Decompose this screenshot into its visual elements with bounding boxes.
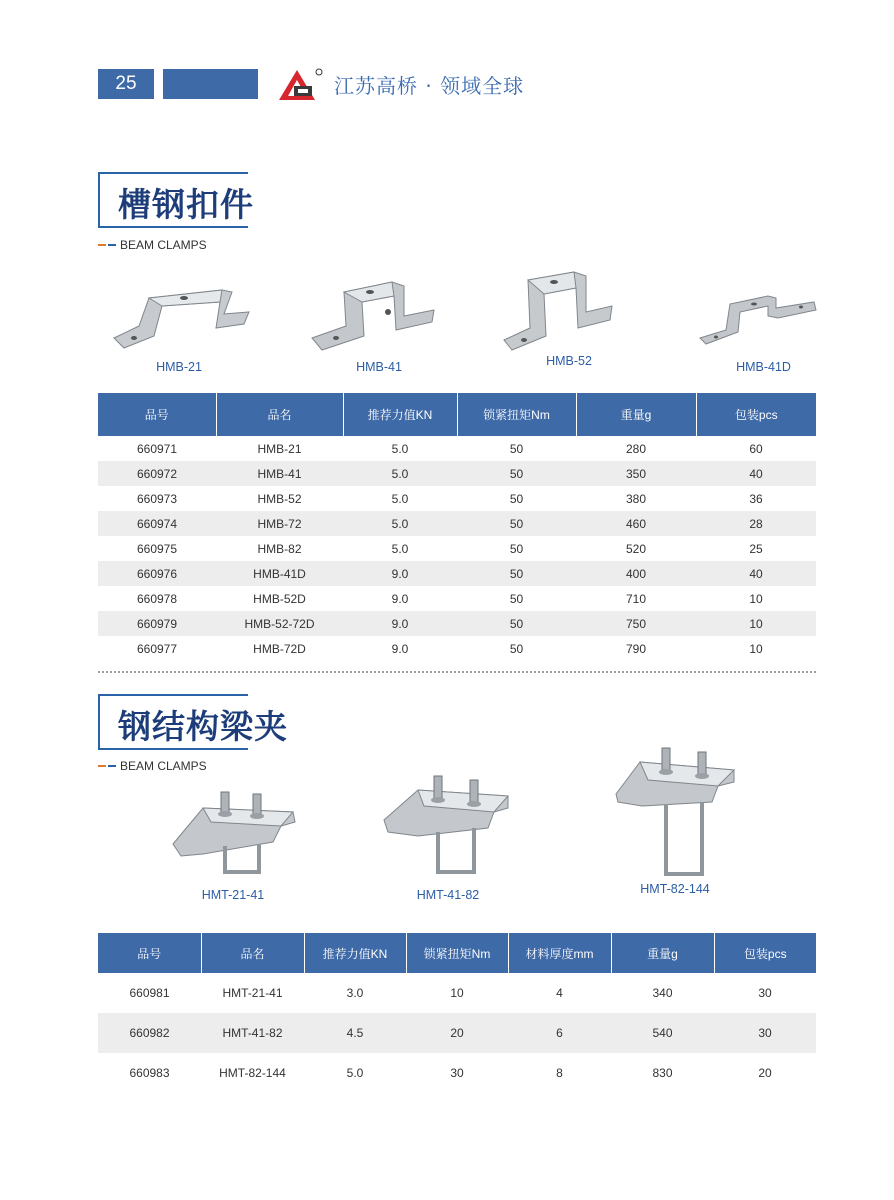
section-divider bbox=[98, 671, 816, 673]
table-row bbox=[98, 586, 816, 611]
table-cell: 830 bbox=[652, 1066, 673, 1080]
table-cell: 6 bbox=[508, 1013, 611, 1053]
table-cell: 10 bbox=[749, 641, 763, 656]
column-header: 锁紧扭矩Nm bbox=[406, 933, 508, 973]
table-cell: HMB-21 bbox=[257, 441, 302, 456]
table-row bbox=[98, 486, 816, 511]
table-cell: 660977 bbox=[136, 641, 178, 656]
table-row bbox=[98, 436, 816, 461]
product-hmb-41 bbox=[304, 276, 454, 374]
table-row bbox=[98, 1013, 816, 1053]
hmt-82-144-image-icon bbox=[610, 746, 740, 884]
table-cell: 660983 bbox=[129, 1066, 170, 1080]
table-cell: 660972 bbox=[98, 461, 216, 486]
table-cell: 50 bbox=[457, 511, 576, 536]
column-header: 锁紧扭矩Nm bbox=[457, 393, 576, 436]
table-cell: 50 bbox=[457, 461, 576, 486]
page-number: 25 bbox=[98, 69, 154, 99]
table-row bbox=[98, 461, 816, 486]
table-cell: 9.0 bbox=[343, 561, 457, 586]
table-cell: 50 bbox=[509, 641, 524, 656]
table-cell: 3.0 bbox=[346, 986, 364, 1000]
table-row bbox=[98, 973, 816, 1013]
table-cell: 30 bbox=[450, 1066, 464, 1080]
table-cell: 60 bbox=[749, 441, 763, 456]
table-cell: 400 bbox=[576, 561, 696, 586]
table-cell: 40 bbox=[696, 461, 816, 486]
section-subtitle: BEAM CLAMPS bbox=[98, 759, 207, 773]
table-cell: HMT-21-41 bbox=[222, 986, 283, 1000]
table-cell: 280 bbox=[625, 441, 647, 456]
product-label: HMT-21-41 bbox=[201, 888, 265, 902]
table-cell: HMB-72D bbox=[253, 641, 306, 656]
product-hmt-82-144 bbox=[600, 746, 750, 896]
column-header: 重量g bbox=[576, 393, 696, 436]
table-cell: HMB-72 bbox=[216, 511, 343, 536]
product-label: HMT-82-144 bbox=[640, 882, 710, 896]
table-cell: 9.0 bbox=[343, 611, 457, 636]
table-cell: 5.0 bbox=[391, 441, 409, 456]
table-cell: 10 bbox=[696, 611, 816, 636]
table-cell: HMB-41 bbox=[216, 461, 343, 486]
hmb-41-image-icon bbox=[304, 276, 454, 356]
column-header: 品名 bbox=[201, 933, 304, 973]
table-cell: 36 bbox=[749, 491, 763, 506]
table-cell: HMB-52 bbox=[257, 491, 302, 506]
table-cell: 30 bbox=[714, 1013, 816, 1053]
product-label: HMB-41D bbox=[736, 360, 791, 374]
table-cell: HMB-82 bbox=[257, 541, 302, 556]
brand-slogan: 江苏高桥 · 领域全球 bbox=[334, 74, 525, 98]
table-row bbox=[98, 1053, 816, 1093]
table-cell: 660979 bbox=[98, 611, 216, 636]
table-row bbox=[98, 611, 816, 636]
table-cell: HMT-41-82 bbox=[201, 1013, 304, 1053]
table-cell: 660971 bbox=[136, 441, 178, 456]
hmt-41-82-image-icon bbox=[378, 774, 518, 884]
table-cell: HMB-52-72D bbox=[216, 611, 343, 636]
section-subtitle: BEAM CLAMPS bbox=[98, 238, 207, 252]
column-header: 品号 bbox=[98, 393, 216, 436]
column-header: 材料厚度mm bbox=[508, 933, 611, 973]
table-header-row bbox=[98, 393, 816, 436]
product-label: HMT-41-82 bbox=[416, 888, 480, 902]
steel-beam-clamps-table bbox=[98, 933, 816, 1093]
table-row bbox=[98, 561, 816, 586]
table-header-row bbox=[98, 933, 816, 973]
table-cell: 660975 bbox=[136, 541, 178, 556]
table-cell: HMB-52D bbox=[253, 591, 306, 606]
table-cell: 660974 bbox=[98, 511, 216, 536]
product-label: HMB-52 bbox=[546, 354, 592, 368]
table-cell: 5.0 bbox=[343, 511, 457, 536]
product-label: HMB-41 bbox=[356, 360, 402, 374]
product-hmb-52 bbox=[494, 270, 644, 368]
column-header: 推荐力值KN bbox=[304, 933, 406, 973]
table-cell: 5.0 bbox=[343, 461, 457, 486]
section-title: 钢结构梁夹 bbox=[118, 707, 288, 746]
column-header: 包装pcs bbox=[696, 393, 816, 436]
table-cell: 28 bbox=[696, 511, 816, 536]
hmb-52-image-icon bbox=[494, 270, 644, 356]
table-cell: 350 bbox=[576, 461, 696, 486]
table-cell: 50 bbox=[509, 491, 524, 506]
table-cell: 5.0 bbox=[391, 491, 409, 506]
table-cell: 40 bbox=[696, 561, 816, 586]
table-cell: HMT-82-144 bbox=[219, 1066, 286, 1080]
table-cell: 660982 bbox=[98, 1013, 201, 1053]
table-cell: 10 bbox=[450, 986, 464, 1000]
table-cell: 540 bbox=[611, 1013, 714, 1053]
table-cell: 50 bbox=[509, 441, 524, 456]
table-cell: 5.0 bbox=[391, 541, 409, 556]
table-row bbox=[98, 636, 816, 661]
table-cell: 340 bbox=[652, 986, 673, 1000]
table-cell: 660978 bbox=[136, 591, 178, 606]
column-header: 推荐力值KN bbox=[343, 393, 457, 436]
table-cell: 4 bbox=[556, 986, 563, 1000]
product-label: HMB-21 bbox=[156, 360, 202, 374]
header-bar bbox=[163, 69, 258, 99]
table-cell: 750 bbox=[576, 611, 696, 636]
beam-clamps-table bbox=[98, 393, 816, 661]
table-cell: 4.5 bbox=[304, 1013, 406, 1053]
table-cell: 5.0 bbox=[346, 1066, 364, 1080]
table-cell: 790 bbox=[625, 641, 647, 656]
table-cell: HMB-41D bbox=[216, 561, 343, 586]
table-cell: 50 bbox=[509, 591, 524, 606]
table-row bbox=[98, 536, 816, 561]
table-cell: 8 bbox=[556, 1066, 563, 1080]
table-cell: 9.0 bbox=[391, 591, 409, 606]
table-cell: 20 bbox=[406, 1013, 508, 1053]
hmb-21-image-icon bbox=[104, 276, 254, 356]
product-hmt-41-82 bbox=[378, 774, 518, 902]
table-cell: 460 bbox=[576, 511, 696, 536]
column-header: 包装pcs bbox=[714, 933, 816, 973]
table-cell: 710 bbox=[625, 591, 647, 606]
company-logo-icon bbox=[277, 66, 323, 102]
table-cell: 9.0 bbox=[391, 641, 409, 656]
column-header: 重量g bbox=[611, 933, 714, 973]
product-hmb-21 bbox=[104, 276, 254, 374]
table-cell: 10 bbox=[749, 591, 763, 606]
product-hmt-21-41 bbox=[163, 786, 303, 902]
section-title: 槽钢扣件 bbox=[118, 185, 254, 224]
table-cell: 30 bbox=[758, 986, 772, 1000]
table-row bbox=[98, 511, 816, 536]
table-cell: 50 bbox=[509, 541, 524, 556]
table-cell: 50 bbox=[457, 611, 576, 636]
table-cell: 20 bbox=[758, 1066, 772, 1080]
table-cell: 520 bbox=[625, 541, 647, 556]
product-hmb-41d bbox=[686, 282, 841, 374]
table-cell: 25 bbox=[749, 541, 763, 556]
table-cell: 660981 bbox=[129, 986, 170, 1000]
table-cell: 50 bbox=[457, 561, 576, 586]
column-header: 品名 bbox=[216, 393, 343, 436]
hmb-41d-image-icon bbox=[696, 282, 831, 356]
hmt-21-41-image-icon bbox=[163, 786, 303, 884]
table-cell: 660976 bbox=[98, 561, 216, 586]
table-cell: 660973 bbox=[136, 491, 178, 506]
table-cell: 380 bbox=[625, 491, 647, 506]
column-header: 品号 bbox=[98, 933, 201, 973]
